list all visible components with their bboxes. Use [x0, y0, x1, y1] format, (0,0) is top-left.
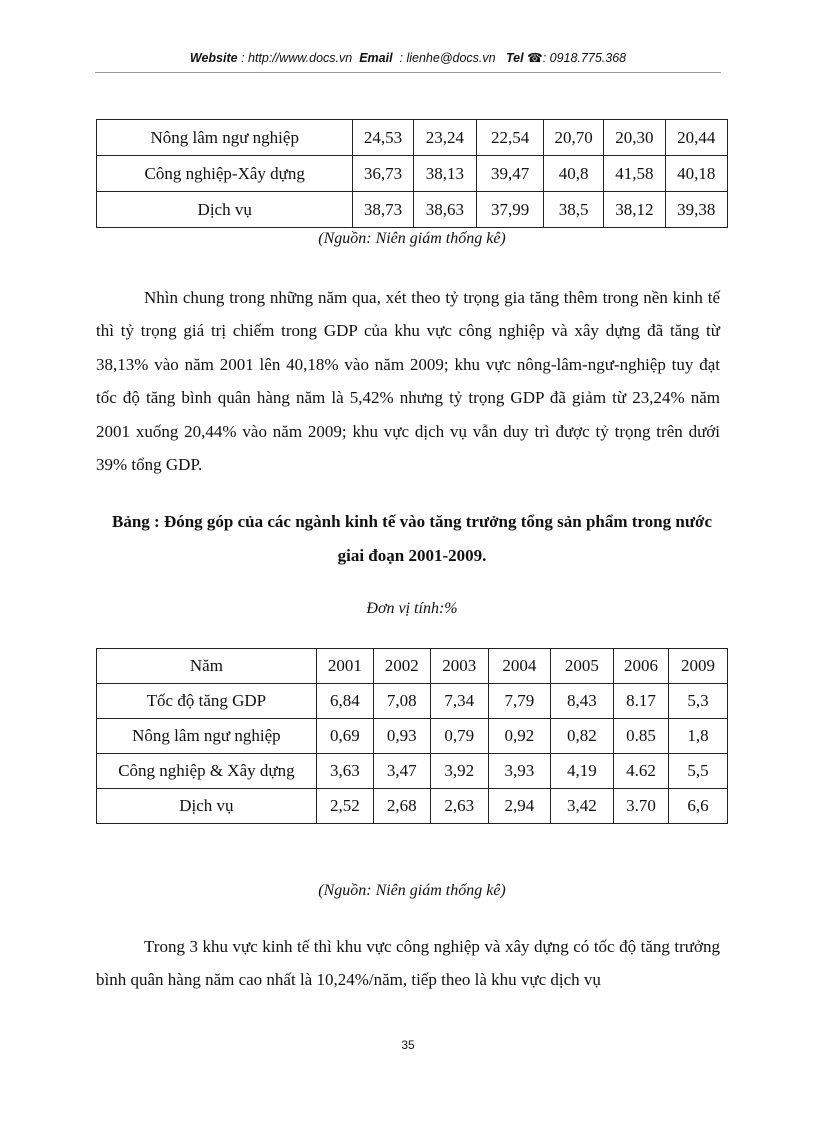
column-header: Năm — [97, 649, 317, 684]
page-number: 35 — [401, 1038, 415, 1052]
table-cell: 36,73 — [353, 156, 413, 192]
column-header: 2003 — [430, 649, 488, 684]
paragraph-2: Trong 3 khu vực kinh tế thì khu vực công nghiệp và xây dựng có tốc độ tăng trưởng bình quân hàng năm cao nhất là 10,24%/năm, tiếp theo là khu vực dịch vụ — [96, 937, 720, 990]
row-label: Nông lâm ngư nghiệp — [97, 120, 353, 156]
paragraph-1: Nhìn chung trong những năm qua, xét theo tỷ trọng gia tăng thêm trong nền kinh tế thì tỷ trọng giá trị chiếm trong GDP của khu vực công nghiệp và xây dựng đã tăng từ 38,13% vào năm 2001 lên 40,18% vào năm 2009; khu vực nông-lâm-ngư-nghiệp tuy đạt tốc độ tăng bình quân hàng năm là 5,42% nhưng tỷ trọng GDP đã giảm từ 23,24% năm 2001 xuống 20,44% vào năm 2009; khu vực dịch vụ vẫn duy trì được tỷ trọng trên dưới 39% tổng GDP. — [96, 288, 720, 475]
table-cell: 23,24 — [413, 120, 477, 156]
email-label: Email — [359, 51, 393, 65]
table-cell: 0,93 — [373, 719, 430, 754]
table2-source: (Nguồn: Niên giám thống kê) — [318, 882, 506, 899]
table-cell: 38,5 — [544, 192, 604, 228]
header-divider — [95, 72, 721, 73]
table-cell: 4.62 — [613, 754, 668, 789]
column-header: 2001 — [316, 649, 373, 684]
table-cell: 39,38 — [665, 192, 728, 228]
table-cell: 40,8 — [544, 156, 604, 192]
table-cell: 41,58 — [604, 156, 665, 192]
table-cell: 24,53 — [353, 120, 413, 156]
website-label: Website — [189, 51, 238, 65]
table-cell: 38,12 — [604, 192, 665, 228]
table-cell: 0.85 — [613, 719, 668, 754]
table-row — [97, 120, 728, 156]
table-cell: 40,18 — [665, 156, 728, 192]
page-header — [95, 50, 721, 65]
table-row — [97, 684, 728, 719]
table1-source: (Nguồn: Niên giám thống kê) — [318, 230, 506, 247]
table-cell: 6,84 — [316, 684, 373, 719]
tel-value: : 0918.775.368 — [542, 51, 627, 65]
table-cell: 7,08 — [373, 684, 430, 719]
table-cell: 3.70 — [613, 789, 668, 824]
table-cell: 38,63 — [413, 192, 477, 228]
table-cell: 20,44 — [665, 120, 728, 156]
table-cell: 3,47 — [373, 754, 430, 789]
table-cell: 2,52 — [316, 789, 373, 824]
table-cell: 20,70 — [544, 120, 604, 156]
table-cell: 39,47 — [477, 156, 544, 192]
table-cell: 5,3 — [668, 684, 727, 719]
column-header: 2004 — [488, 649, 550, 684]
table-cell: 37,99 — [477, 192, 544, 228]
table-row — [97, 156, 728, 192]
tel-label: Tel — [506, 51, 524, 65]
table-cell: 4,19 — [550, 754, 613, 789]
table-cell: 0,92 — [488, 719, 550, 754]
website-value[interactable]: : http://www.docs.vn — [241, 51, 353, 65]
row-label: Dịch vụ — [97, 789, 317, 824]
table-cell: 0,69 — [316, 719, 373, 754]
table-cell: 22,54 — [477, 120, 544, 156]
column-header: 2006 — [613, 649, 668, 684]
row-label: Công nghiệp & Xây dựng — [97, 754, 317, 789]
row-label: Dịch vụ — [97, 192, 353, 228]
table-cell: 2,94 — [488, 789, 550, 824]
table-row — [97, 754, 728, 789]
table-cell: 38,73 — [353, 192, 413, 228]
table-cell: 7,79 — [488, 684, 550, 719]
growth-contribution-table — [96, 648, 728, 824]
table-cell: 0,79 — [430, 719, 488, 754]
table-cell: 3,92 — [430, 754, 488, 789]
table-cell: 2,68 — [373, 789, 430, 824]
table-row — [97, 789, 728, 824]
table-cell: 3,42 — [550, 789, 613, 824]
table-cell: 38,13 — [413, 156, 477, 192]
row-label: Tốc độ tăng GDP — [97, 684, 317, 719]
growth-contribution-table-body — [97, 684, 728, 824]
table-cell: 20,30 — [604, 120, 665, 156]
email-value[interactable]: : lienhe@docs.vn — [399, 51, 496, 65]
table-cell: 0,82 — [550, 719, 613, 754]
growth-contribution-table-head — [97, 649, 728, 684]
column-header: 2005 — [550, 649, 613, 684]
column-header: 2002 — [373, 649, 430, 684]
table2-caption: Bảng : Đóng góp của các ngành kinh tế vào tăng trưởng tổng sản phẩm trong nước giai đoạn 2001-2009. — [111, 512, 712, 565]
table-cell: 8,43 — [550, 684, 613, 719]
table-cell: 6,6 — [668, 789, 727, 824]
table-cell: 2,63 — [430, 789, 488, 824]
row-label: Nông lâm ngư nghiệp — [97, 719, 317, 754]
table-header-row — [97, 649, 728, 684]
table-cell: 1,8 — [668, 719, 727, 754]
table-cell: 3,63 — [316, 754, 373, 789]
table-cell: 5,5 — [668, 754, 727, 789]
table-row — [97, 192, 728, 228]
row-label: Công nghiệp-Xây dựng — [97, 156, 353, 192]
table-cell: 8.17 — [613, 684, 668, 719]
table-cell: 7,34 — [430, 684, 488, 719]
phone-icon: ☎ — [527, 51, 543, 65]
table-cell: 3,93 — [488, 754, 550, 789]
unit-label: Đơn vị tính:% — [366, 600, 458, 617]
sector-share-table-body — [97, 120, 728, 228]
sector-share-table — [96, 119, 728, 228]
table-row — [97, 719, 728, 754]
column-header: 2009 — [668, 649, 727, 684]
